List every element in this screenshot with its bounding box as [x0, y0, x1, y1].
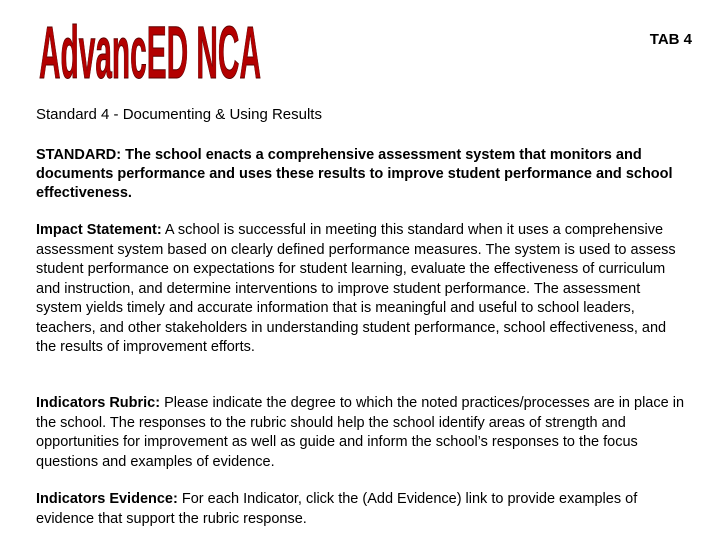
evidence-text: For each Indicator, click the (Add Evidence) link to provide examples of evidence that support the rubric response. — [36, 491, 638, 527]
impact-lead: Impact Statement: — [36, 222, 162, 238]
tab-label: TAB 4 — [649, 31, 692, 48]
logo-text: AdvancED NCA — [39, 11, 261, 94]
evidence-lead: Indicators Evidence: — [36, 491, 178, 507]
logo-wordart — [34, 10, 266, 94]
section-title: Standard 4 - Documenting & Using Results — [36, 106, 322, 123]
rubric-lead: Indicators Rubric: — [36, 395, 161, 411]
impact-statement — [36, 221, 688, 358]
rubric-text: Please indicate the degree to which the noted practices/processes are in place in the school. The responses to the rubric should help the school identify areas of strength and opportunities for improvement as well as guide and inform the school’s responses to the focus questions and examples of evidence. — [36, 395, 685, 470]
standard-text: STANDARD: The school enacts a comprehensive assessment system that monitors and documents performance and uses these results to improve student performance and school effectiveness. — [36, 147, 673, 201]
advanced-nca-logo — [34, 10, 266, 94]
indicators-evidence — [36, 490, 688, 529]
standard-statement — [36, 146, 688, 203]
indicators-rubric — [36, 394, 688, 472]
impact-text: A school is successful in meeting this standard when it uses a comprehensive assessment system based on clearly defined performance measures. The system is used to assess student performance on expectations for student learning, evaluate the effectiveness of curriculum and instruction, and determine interventions to improve student performance. The assessment system yields timely and accurate information that is meaningful and useful to school leaders, teachers, and other stakeholders in understanding student performance, school effectiveness, and the results of improvement efforts. — [36, 222, 676, 355]
